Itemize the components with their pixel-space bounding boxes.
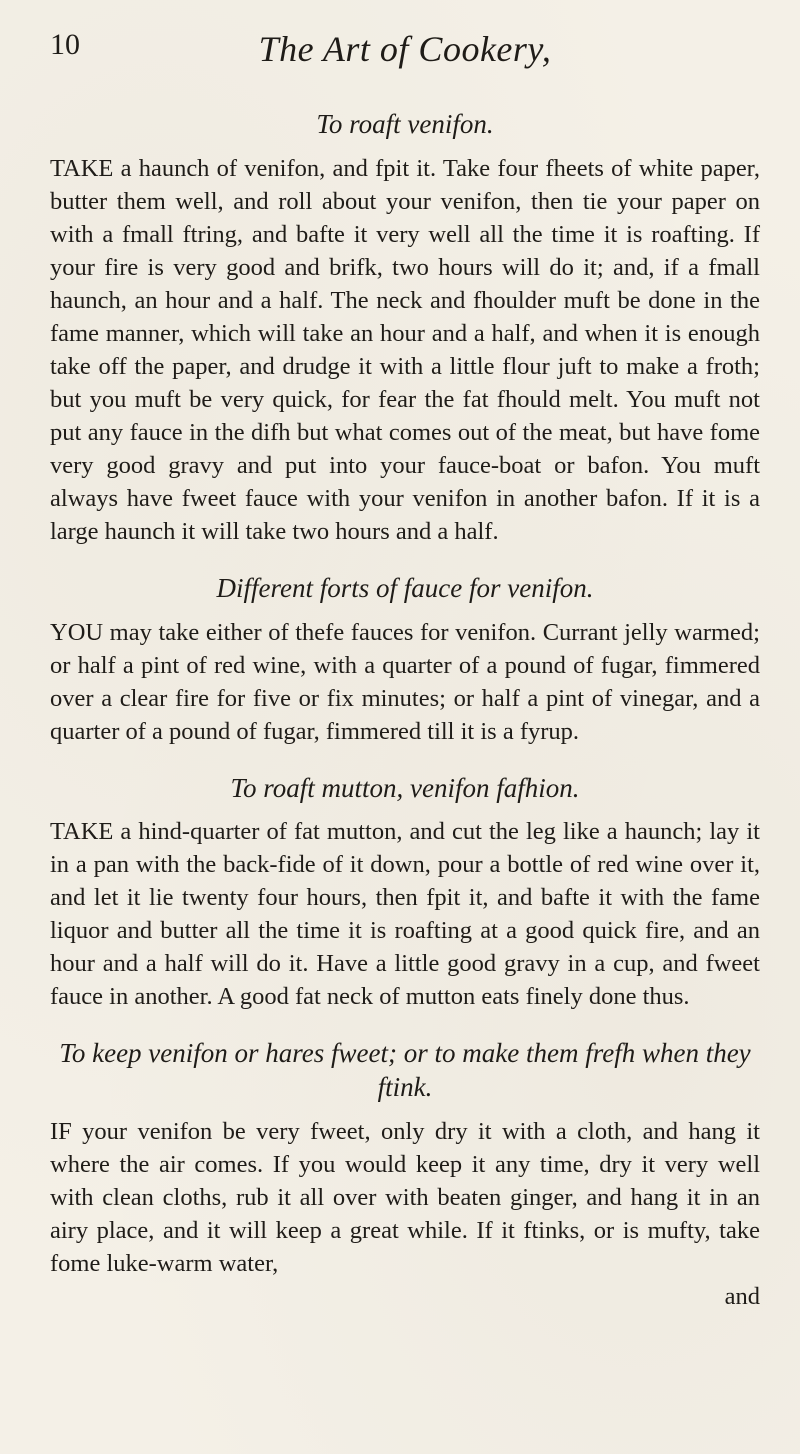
section-heading: Different forts of fauce for venifon. — [216, 572, 594, 603]
section-body: TAKE a haunch of venifon, and fpit it. Take four fheets of white paper, butter them well, and roll about your venifon, then tie your paper on with a fmall ftring, and bafte it very well all the time it is roafting. If your fire is very good and brifk, two hours will do it; and, if a fmall haunch, an hour and a half. The neck and fhoulder muft be done in the fame manner, which will take an hour and a half, and when it is enough take off the paper, and drudge it with a little flour juft to make a froth; but you muft be very quick, for fear the fat fhould melt. You muft not put any fauce in the difh but what comes out of the meat, but have fome very good gravy and put into your fauce-boat or bafon. You muft always have fweet fauce with your venifon in another bafon. If it is a large haunch it will take two hours and a half. — [50, 154, 760, 545]
section-body: IF your venifon be very fweet, only dry it with a cloth, and hang it where the air comes. If you would keep it any time, dry it very well with clean cloths, rub it all over with beaten ginger, and hang it in an airy place, and it will keep a great while. If it ftinks, or is mufty, take fome luke-warm water, — [50, 1117, 760, 1277]
catchword: and — [724, 1282, 760, 1310]
section-body: TAKE a hind-quarter of fat mutton, and cut the leg like a haunch; lay it in a pan with the back-fide of it down, pour a bottle of red wine over it, and let it lie twenty four hours, then fpit it, and bafte it with the fame liquor and butter all the time it is roafting at a good quick fire, and an hour and a half will do it. Have a little good gravy in a cup, and fweet fauce in another. A good fat neck of mutton eats finely done thus. — [50, 818, 760, 1011]
recipe-roast-mutton-venison-fashion — [50, 772, 760, 1014]
section-heading: To roaft venifon. — [316, 109, 494, 139]
recipe-sauces-for-venison — [50, 572, 760, 748]
recipe-roast-venison — [50, 108, 760, 548]
section-heading: To roaft mutton, venifon fafhion. — [230, 772, 580, 803]
page-number: 10 — [50, 28, 80, 61]
running-head — [50, 28, 760, 80]
section-heading: To keep venifon or hares fweet; or to make them frefh when they ftink. — [59, 1038, 751, 1102]
recipe-keep-venison-sweet — [50, 1037, 760, 1280]
running-title: The Art of Cookery, — [258, 29, 552, 69]
section-body: YOU may take either of thefe fauces for venifon. Currant jelly warmed; or half a pint of red wine, with a quarter of a pound of fugar, fimmered over a clear fire for five or fix minutes; or half a pint of vinegar, and a quarter of a pound of fugar, fimmered till it is a fyrup. — [50, 618, 760, 745]
